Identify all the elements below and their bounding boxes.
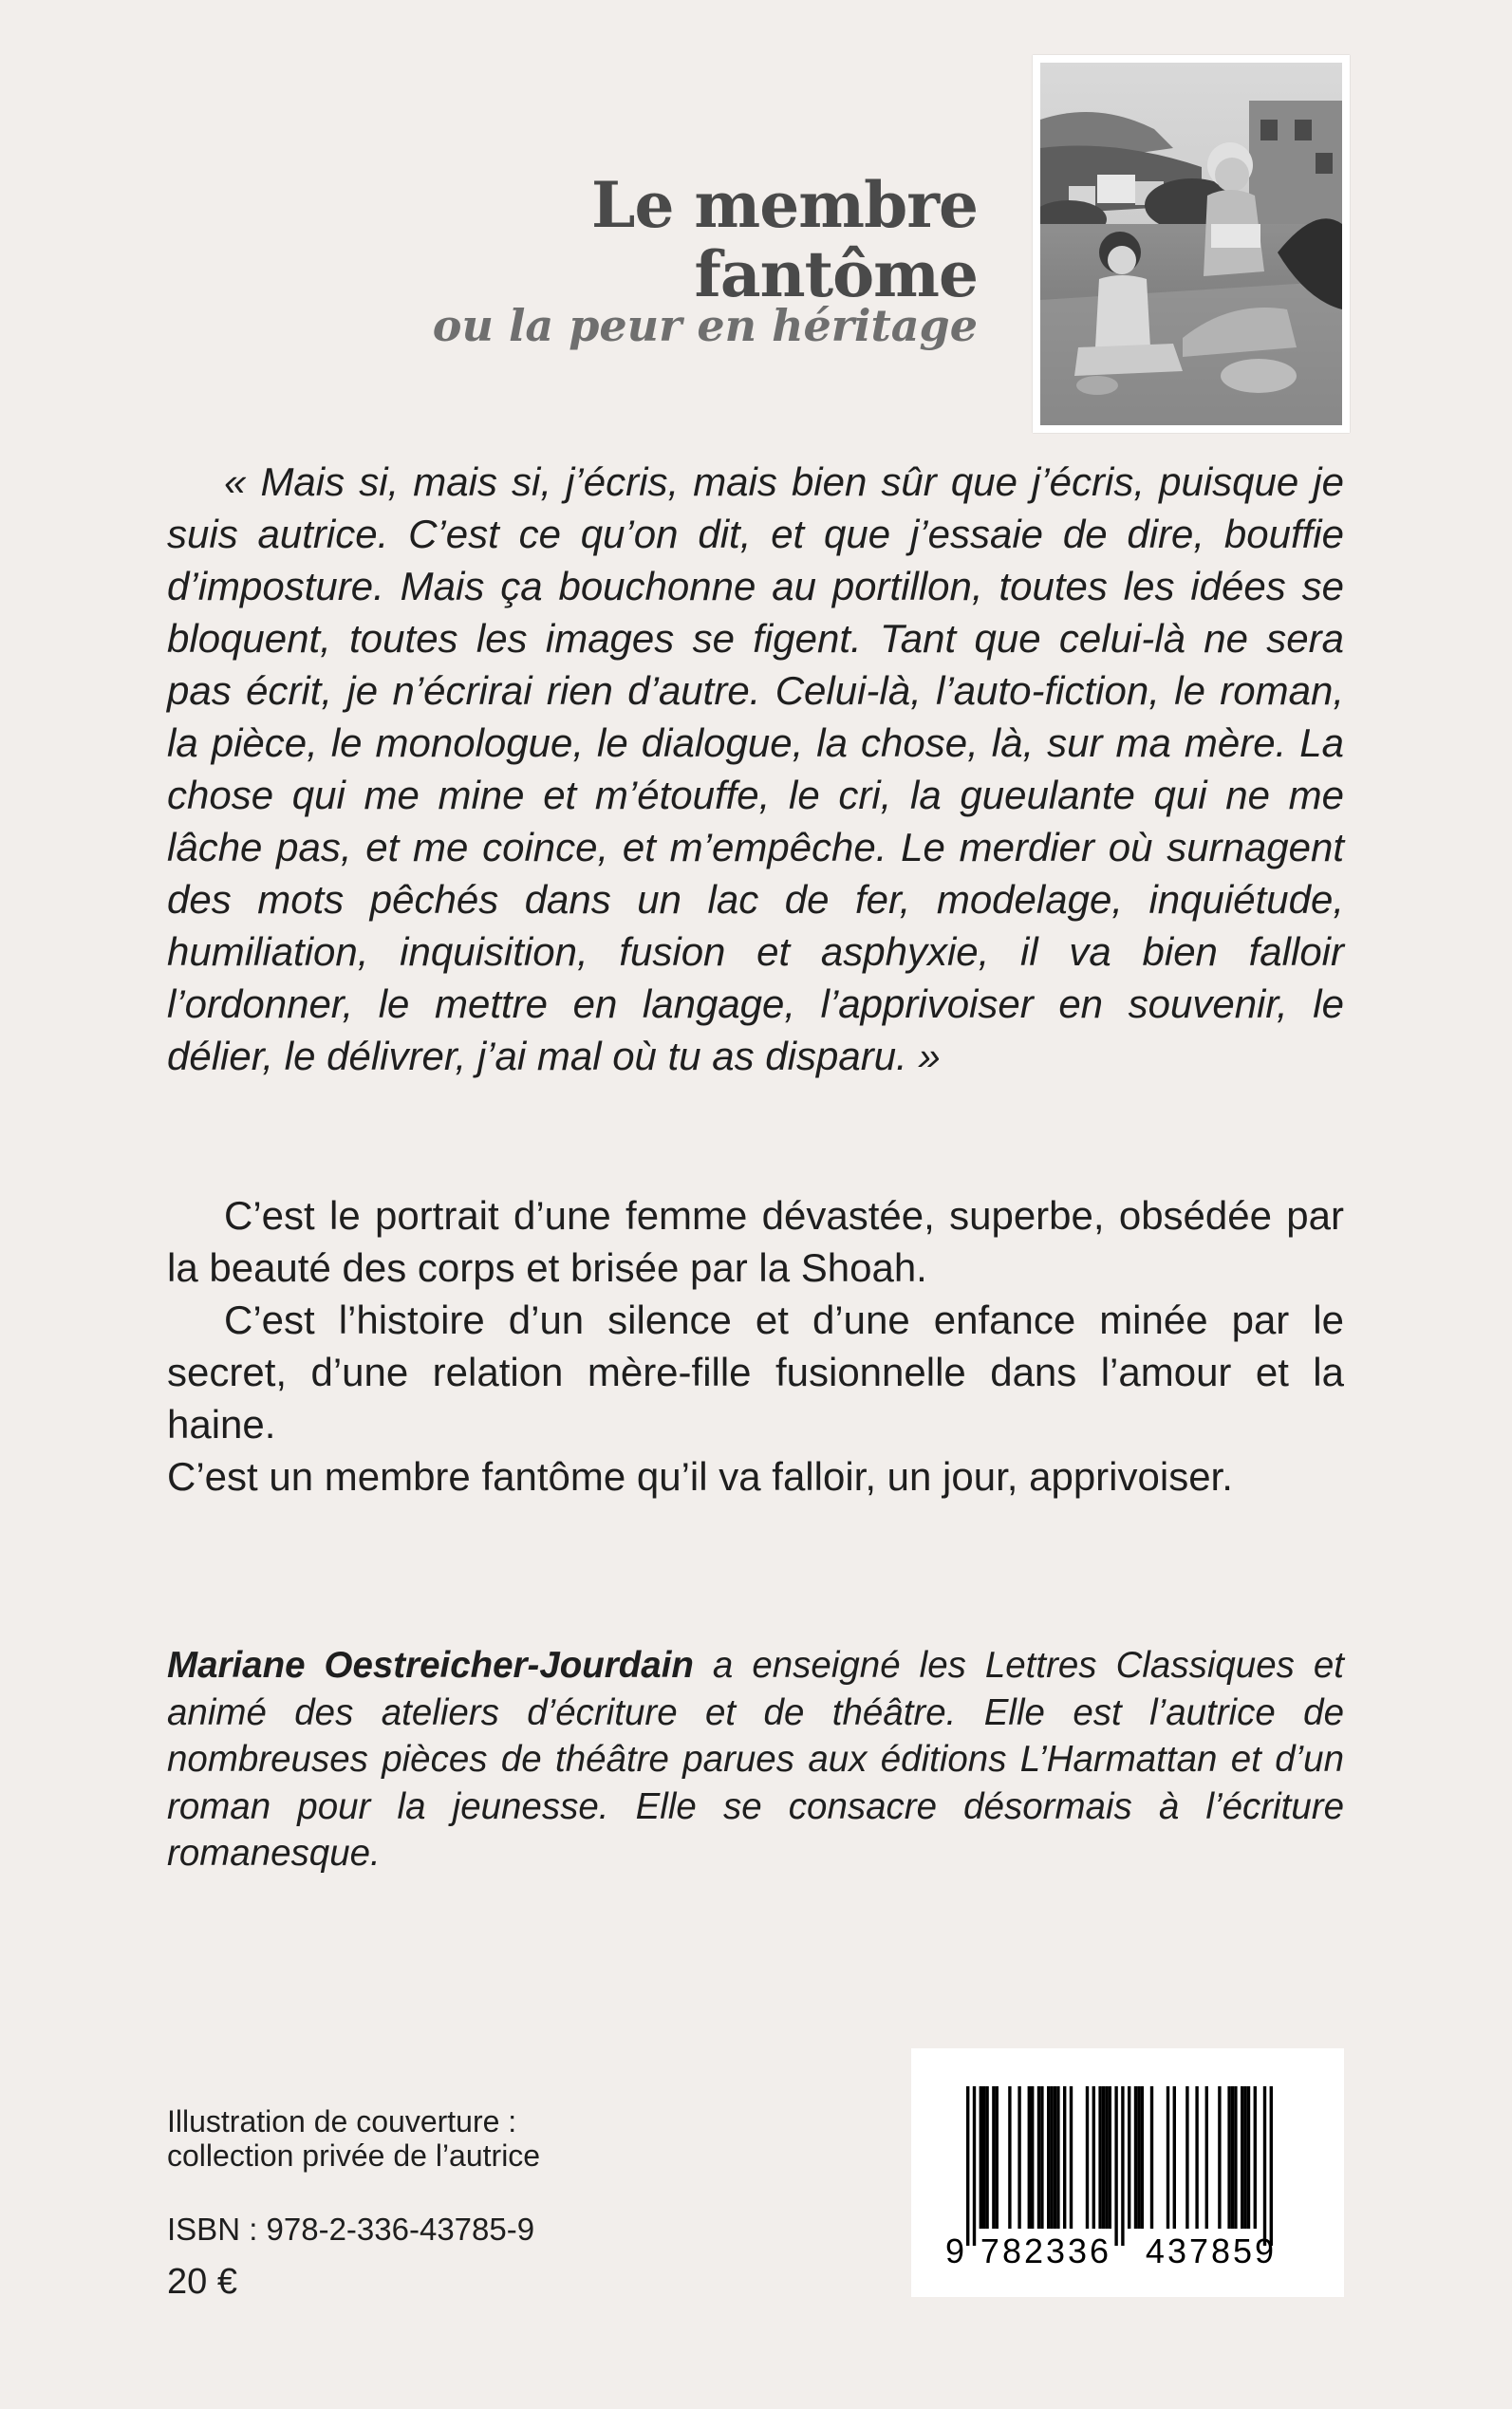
barcode-bar [1070, 2086, 1073, 2229]
author-bio-text: a enseigné les Lettres Classiques et animé des ateliers d’écriture et de théâtre. Elle est l’autrice de nombreuses pièces de théâtre parues aux éditions L’Harmattan et d’un roman pour la jeunesse. Elle se consacre désormais à l’écriture romanesque. [167, 1645, 1344, 1874]
barcode-bar [1134, 2086, 1137, 2229]
barcode-bar [1150, 2086, 1153, 2229]
barcode-bar [1040, 2086, 1043, 2229]
cover-photo [1033, 55, 1350, 433]
barcode-bar [1243, 2086, 1246, 2229]
barcode-bar [1231, 2086, 1234, 2229]
barcode-bar [1028, 2086, 1031, 2229]
barcode-bar [1234, 2086, 1237, 2229]
barcode-bar [982, 2086, 985, 2229]
book-subtitle: ou la peur en héritage [432, 300, 978, 351]
barcode-right-digits: 437859 [1145, 2232, 1278, 2270]
barcode-bar [1056, 2086, 1059, 2229]
excerpt-paragraph: « Mais si, mais si, j’écris, mais bien sûr que j’écris, puisque je suis autrice. C’est ce qu’on dit, et que j’essaie de dire, bouffie d’imposture. Mais ça bouchonne au portillon, toutes les idées se bloquent, toutes les images se figent. Tant que celui-là ne sera pas écrit, je n’écrirai rien d’autre. Celui-là, l’auto-fiction, le roman, la pièce, le monologue, le dialogue, la chose, là, sur ma mère. La chose qui me mine et m’étouffe, le cri, la gueulante qui ne me lâche pas, et me coince, et m’empêche. Le merdier où surnagent des mots pêchés dans un lac de fer, modelage, inquiétude, humiliation, inquisition, fusion et asphyxie, il va bien falloir l’ordonner, le mettre en langage, l’apprivoiser en souvenir, le délier, le délivrer, j’ai mal où tu as disparu. » [167, 459, 1344, 1078]
barcode-bar [996, 2086, 999, 2229]
author-bio [167, 1642, 1344, 1877]
barcode-bar [1054, 2086, 1056, 2229]
barcode-bar [985, 2086, 988, 2229]
barcode-bar [1086, 2086, 1089, 2229]
barcode-bar [1270, 2086, 1273, 2246]
barcode-bar [1195, 2086, 1198, 2229]
barcode-bar [992, 2086, 995, 2229]
isbn: ISBN : 978-2-336-43785-9 [167, 2212, 535, 2247]
credit-line-1: Illustration de couverture : [167, 2104, 517, 2138]
barcode-bar [1185, 2086, 1188, 2229]
barcode-bar [1109, 2086, 1111, 2229]
barcode-bar [1121, 2086, 1124, 2246]
barcode-bar [1218, 2086, 1221, 2229]
barcode-bar [1050, 2086, 1053, 2229]
barcode-bar [1098, 2086, 1101, 2229]
author-name: Mariane Oestreicher-Jourdain [167, 1645, 694, 1686]
barcode-bar [1263, 2086, 1266, 2246]
excerpt-quote [167, 456, 1344, 1082]
barcode-bar [1227, 2086, 1230, 2229]
barcode-bar [1031, 2086, 1034, 2229]
barcode-first-digit: 9 [945, 2232, 965, 2270]
barcode-bar [1247, 2086, 1250, 2229]
barcode-left-digits: 782336 [980, 2232, 1112, 2270]
barcode-bar [1173, 2086, 1176, 2229]
barcode-bar [1063, 2086, 1066, 2229]
barcode-bars-icon [911, 2048, 1344, 2297]
barcode [911, 2048, 1344, 2297]
barcode-bar [980, 2086, 982, 2229]
summary [167, 1189, 1344, 1503]
vintage-beach-photo-icon [1040, 63, 1342, 425]
illustration-credit [167, 2104, 737, 2173]
barcode-bar [1254, 2086, 1257, 2229]
book-title: Le membre fantôme [591, 168, 978, 311]
barcode-bar [1017, 2086, 1020, 2229]
credit-line-2: collection privée de l’autrice [167, 2138, 541, 2173]
barcode-bar [1105, 2086, 1108, 2229]
barcode-bar [1141, 2086, 1144, 2229]
barcode-bar [1092, 2086, 1095, 2229]
barcode-bar [1047, 2086, 1050, 2229]
barcode-bar [966, 2086, 969, 2246]
barcode-bar [1167, 2086, 1169, 2229]
summary-paragraph-2: C’est l’histoire d’un silence et d’une enfance minée par le secret, d’une relation mère-fille fusionnelle dans l’amour et la haine. [167, 1298, 1344, 1447]
barcode-bar [1205, 2086, 1208, 2229]
summary-paragraph-1: C’est le portrait d’une femme dévastée, superbe, obsédée par la beauté des corps et brisée par la Shoah. [167, 1193, 1344, 1290]
barcode-bar [1137, 2086, 1140, 2229]
barcode-bar [973, 2086, 976, 2246]
price: 20 € [167, 2262, 237, 2302]
barcode-bar [1128, 2086, 1130, 2229]
barcode-bar [1102, 2086, 1105, 2229]
barcode-bar [1008, 2086, 1011, 2229]
summary-paragraph-3: C’est un membre fantôme qu’il va falloir, un jour, apprivoiser. [167, 1454, 1233, 1499]
barcode-bar [1114, 2086, 1117, 2246]
barcode-bar [1241, 2086, 1243, 2229]
barcode-bar [1037, 2086, 1040, 2229]
